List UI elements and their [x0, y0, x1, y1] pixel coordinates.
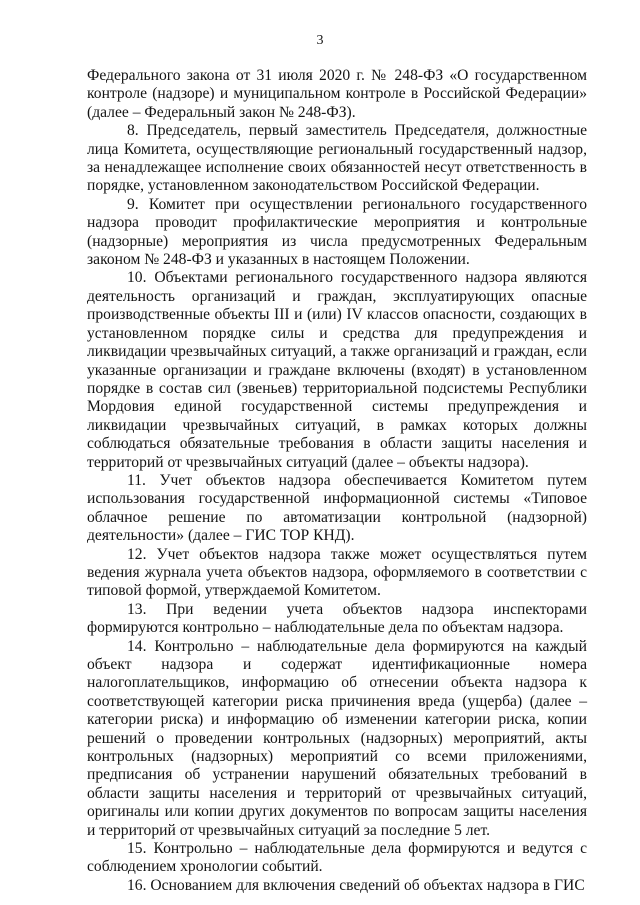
page-number: 3	[316, 33, 324, 48]
paragraph-12: 12. Учет объектов надзора также может осуществляться путем ведения журнала учета объектов надзора, оформляемого в соответствии с типовой формой, утверждаемой Комитетом.	[87, 545, 587, 600]
document-body	[87, 67, 587, 895]
paragraph-13: 13. При ведении учета объектов надзора инспекторами формируются контрольно – наблюдательные дела по объектам надзора.	[87, 600, 587, 637]
paragraph-14: 14. Контрольно – наблюдательные дела формируются на каждый объект надзора и содержат идентификационные номера налогоплательщиков, информацию об отнесении объекта надзора к соответствующей категории риска причинения вреда (ущерба) (далее – категории риска) и информацию об изменении категории риска, копии решений о проведении контрольных (надзорных) мероприятий, акты контрольных (надзорных) мероприятий со всеми приложениями, предписания об устранении нарушений обязательных требований в области защиты населения и территорий от чрезвычайных ситуаций, оригиналы или копии других документов по вопросам защиты населения и территорий от чрезвычайных ситуаций за последние 5 лет.	[87, 637, 587, 839]
paragraph-16: 16. Основанием для включения сведений об объектах надзора в ГИС	[127, 876, 585, 894]
paragraph-8: 8. Председатель, первый заместитель Председателя, должностные лица Комитета, осуществляющие региональный государственный надзор, за ненадлежащее исполнение своих обязанностей несут ответственность в порядке, установленном законодательством Российской Федерации.	[87, 122, 587, 195]
paragraph-9: 9. Комитет при осуществлении регионального государственного надзора проводит профилактические мероприятия и контрольные (надзорные) мероприятия из числа предусмотренных Федеральным законом № 248-ФЗ и указанных в настоящем Положении.	[87, 195, 587, 269]
paragraph-continuation: Федерального закона от 31 июля 2020 г. № 248-ФЗ «О государственном контроле (надзоре) и муниципальном контроле в Российской Федерации» (далее – Федеральный закон № 248-ФЗ).	[87, 67, 587, 121]
paragraph-11: 11. Учет объектов надзора обеспечивается Комитетом путем использования государственной информационной системы «Типовое облачное решение по автоматизации контрольной (надзорной) деятельности» (далее – ГИС ТОР КНД).	[87, 471, 587, 545]
paragraph-10: 10. Объектами регионального государственного надзора являются деятельность организаций и граждан, эксплуатирующих опасные производственные объекты III и (или) IV классов опасности, создающих в установленном порядке силы и средства для предупреждения и ликвидации чрезвычайных ситуаций, а также организаций и граждан, если указанные организации и граждане включены (входят) в установленном порядке в состав сил (звеньев) территориальной подсистемы Республики Мордовия единой государственной системы предупреждения и ликвидации чрезвычайных ситуаций, в рамках которых должны соблюдаться обязательные требования в области защиты населения и территорий от чрезвычайных ситуаций (далее – объекты надзора).	[87, 269, 587, 471]
paragraph-15: 15. Контрольно – наблюдательные дела формируются и ведутся с соблюдением хронологии событий.	[87, 840, 587, 876]
